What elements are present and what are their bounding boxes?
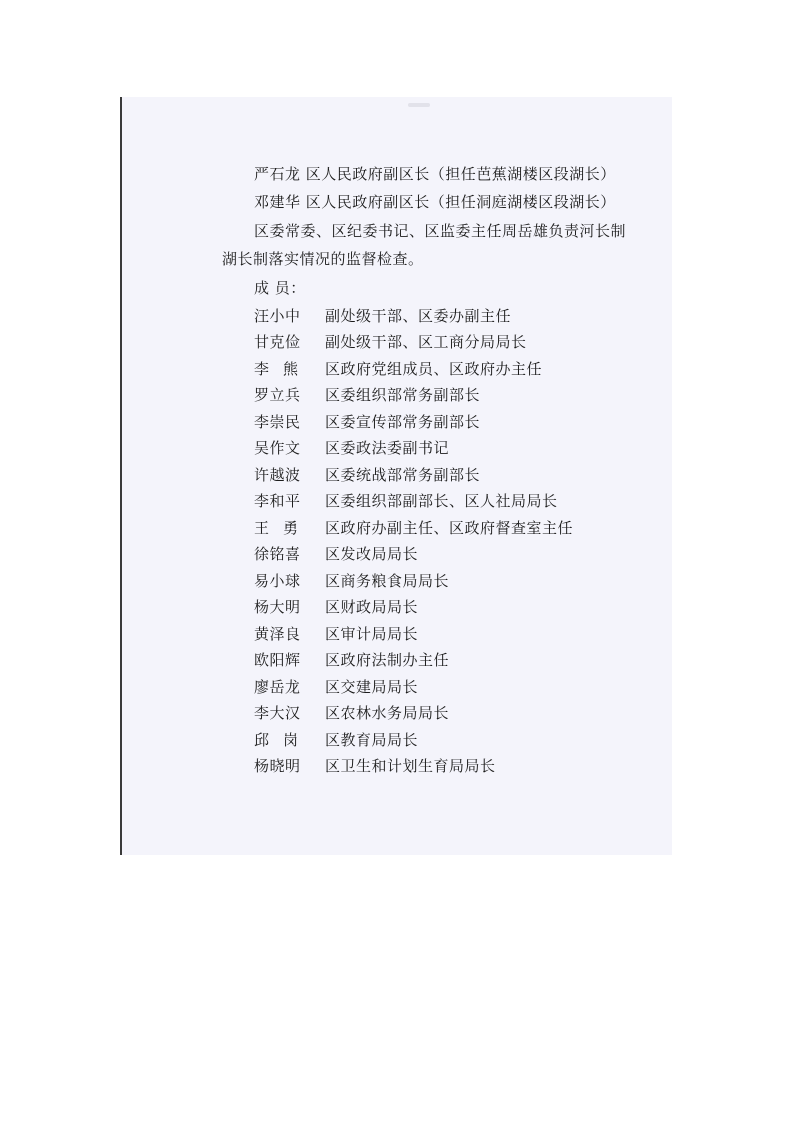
- member-title: 区农林水务局局长: [325, 704, 450, 722]
- member-title: 区教育局局长: [325, 731, 419, 749]
- member-title: 区财政局局长: [325, 598, 419, 616]
- member-title: 区审计局局长: [325, 625, 419, 643]
- member-name: 邱岗: [254, 731, 313, 749]
- member-title: 区商务粮食局局长: [325, 572, 450, 590]
- member-title: 区政府法制办主任: [325, 651, 450, 669]
- document-body: [122, 97, 674, 855]
- member-title: 副处级干部、区工商分局局长: [325, 333, 527, 351]
- member-name: 欧阳辉: [254, 651, 301, 669]
- member-name: 甘克俭: [254, 333, 301, 351]
- member-name: 李和平: [254, 492, 301, 510]
- member-title: 区委政法委副书记: [325, 439, 450, 457]
- member-name: 杨晓明: [254, 757, 301, 775]
- member-name: 李熊: [254, 360, 313, 378]
- intro-line-4: 湖长制落实情况的监督检查。: [222, 250, 424, 268]
- intro-line-1: 严石龙 区人民政府副区长（担任芭蕉湖楼区段湖长）: [254, 165, 616, 183]
- scanned-page: [120, 97, 672, 855]
- member-name: 杨大明: [254, 598, 301, 616]
- member-name: 李崇民: [254, 413, 301, 431]
- member-name: 徐铭喜: [254, 545, 301, 563]
- member-name: 汪小中: [254, 307, 301, 325]
- member-title: 区发改局局长: [325, 545, 419, 563]
- member-name: 王勇: [254, 519, 313, 537]
- member-title: 副处级干部、区委办副主任: [325, 307, 512, 325]
- member-name: 李大汉: [254, 704, 301, 722]
- member-name: 黄泽良: [254, 625, 301, 643]
- member-name: 廖岳龙: [254, 678, 301, 696]
- member-title: 区委统战部常务副部长: [325, 466, 481, 484]
- member-title: 区委组织部副部长、区人社局局长: [325, 492, 558, 510]
- member-title: 区交建局局长: [325, 678, 419, 696]
- member-name: 易小球: [254, 572, 301, 590]
- member-title: 区委组织部常务副部长: [325, 386, 481, 404]
- intro-line-3: 区委常委、区纪委书记、区监委主任周岳雄负责河长制: [254, 222, 627, 240]
- member-name: 许越波: [254, 466, 301, 484]
- member-title: 区委宣传部常务副部长: [325, 413, 481, 431]
- member-title: 区政府党组成员、区政府办主任: [325, 360, 543, 378]
- member-name: 吴作文: [254, 439, 301, 457]
- member-name: 罗立兵: [254, 386, 301, 404]
- members-heading: 成 员：: [254, 279, 306, 297]
- intro-line-2: 邓建华 区人民政府副区长（担任洞庭湖楼区段湖长）: [254, 193, 616, 211]
- member-title: 区政府办副主任、区政府督查室主任: [325, 519, 574, 537]
- member-title: 区卫生和计划生育局局长: [325, 757, 496, 775]
